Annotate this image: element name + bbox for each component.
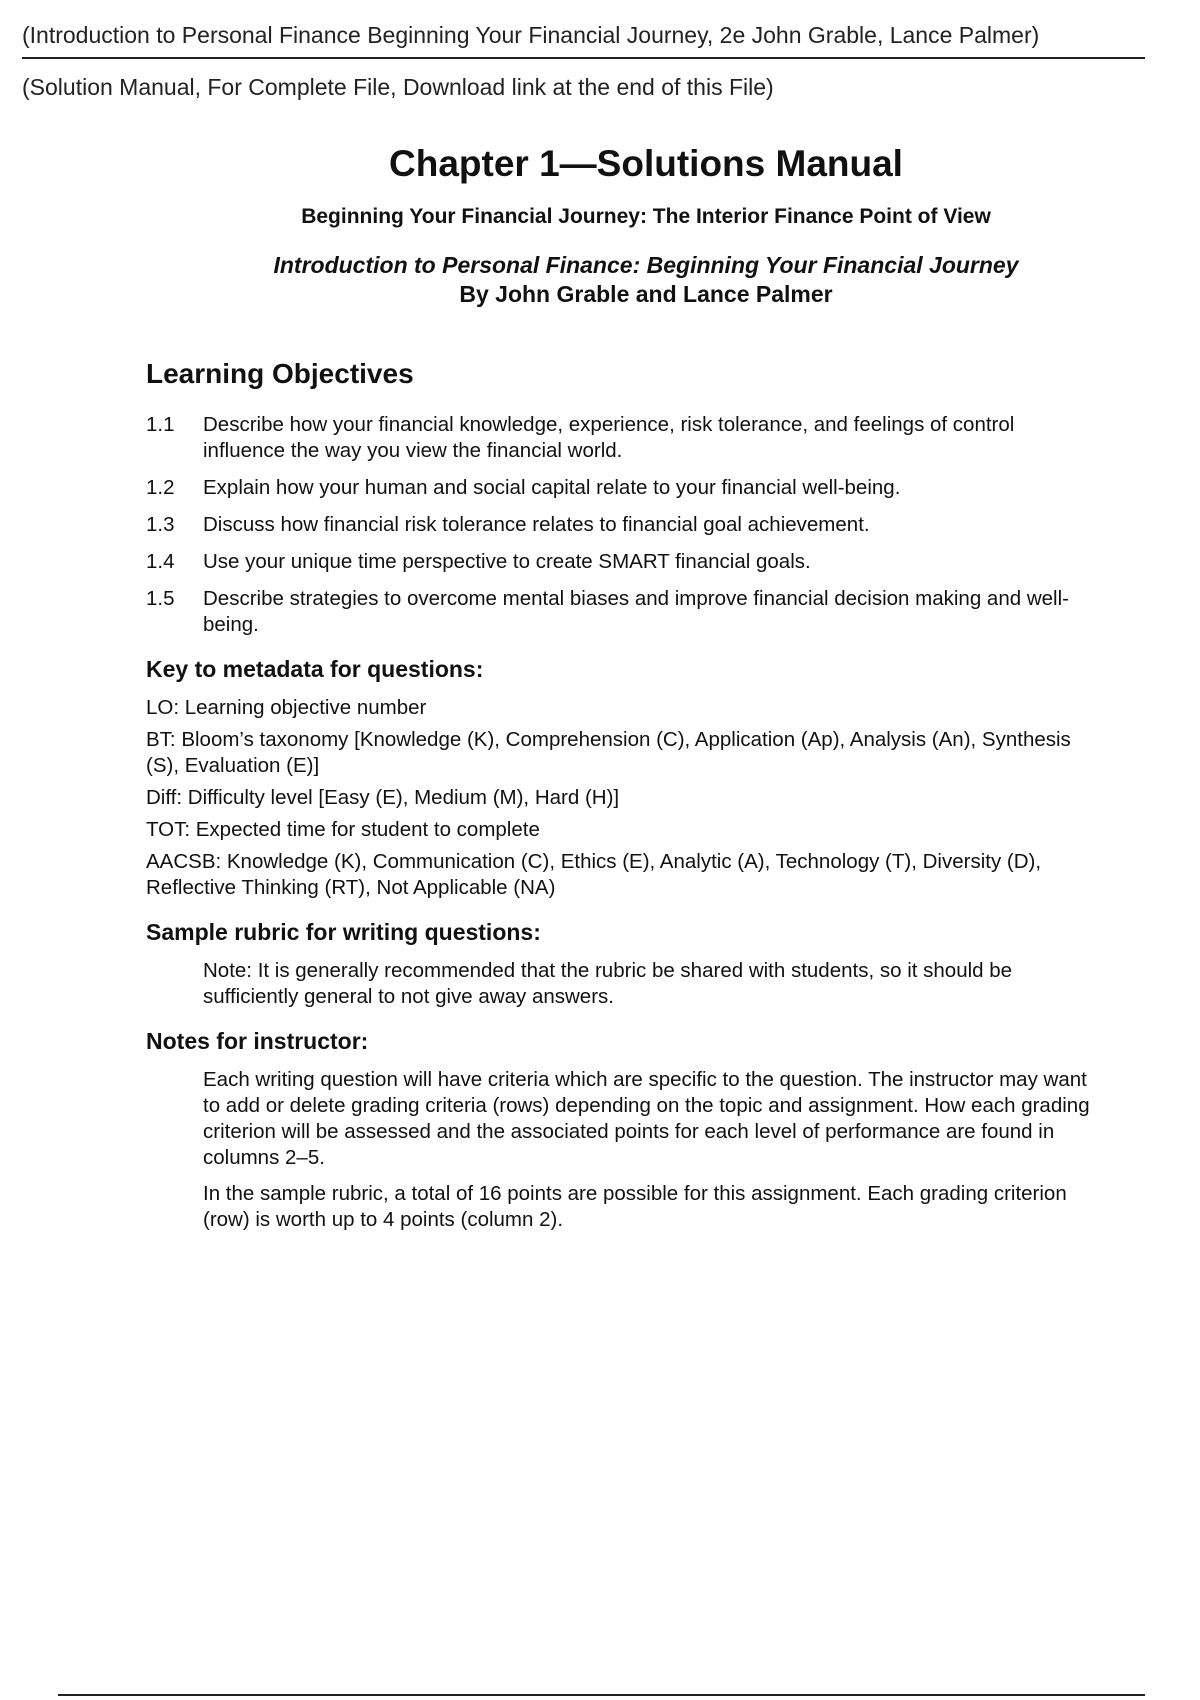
- document-body: [146, 358, 1096, 1243]
- list-item: [146, 512, 1096, 538]
- learning-objectives-heading: Learning Objectives: [146, 358, 414, 389]
- objective-number: 1.1: [146, 413, 175, 436]
- objective-text: Describe how your financial knowledge, experience, risk tolerance, and feelings of control influence the way you view the financial world.: [203, 413, 1015, 462]
- rubric-heading: Sample rubric for writing questions:: [146, 919, 541, 945]
- metadata-bt: BT: Bloom’s taxonomy [Knowledge (K), Comprehension (C), Application (Ap), Analysis (An), Synthesis (S), Evaluation (E)]: [146, 728, 1071, 777]
- objective-text: Explain how your human and social capital relate to your financial well-being.: [203, 476, 901, 499]
- objective-text: Describe strategies to overcome mental biases and improve financial decision making and well-being.: [203, 587, 1069, 636]
- objective-text: Discuss how financial risk tolerance relates to financial goal achievement.: [203, 513, 870, 536]
- objective-text: Use your unique time perspective to create SMART financial goals.: [203, 550, 811, 573]
- footer-rule: [58, 1694, 1145, 1696]
- chapter-subtitle: Beginning Your Financial Journey: The Interior Finance Point of View: [301, 205, 991, 228]
- book-title: Introduction to Personal Finance: Beginning Your Financial Journey: [273, 252, 1019, 278]
- objective-number: 1.2: [146, 476, 175, 499]
- instructor-notes-heading: Notes for instructor:: [146, 1028, 369, 1054]
- metadata-tot: TOT: Expected time for student to complete: [146, 818, 540, 841]
- list-item: [146, 586, 1096, 638]
- objective-number: 1.5: [146, 587, 175, 610]
- header-rule: [22, 57, 1145, 59]
- list-item: [146, 412, 1096, 464]
- authors: By John Grable and Lance Palmer: [459, 281, 833, 307]
- source-header: (Introduction to Personal Finance Beginning Your Financial Journey, 2e John Grable, Lance Palmer): [22, 22, 1040, 48]
- metadata-diff: Diff: Difficulty level [Easy (E), Medium (M), Hard (H)]: [146, 786, 620, 809]
- rubric-note: Note: It is generally recommended that the rubric be shared with students, so it should be sufficiently general to not give away answers.: [203, 959, 1013, 1008]
- learning-objectives-list: [146, 412, 1096, 638]
- objective-number: 1.4: [146, 550, 175, 573]
- chapter-title: Chapter 1—Solutions Manual: [389, 143, 903, 184]
- list-item: [146, 475, 1096, 501]
- download-note: (Solution Manual, For Complete File, Download link at the end of this File): [22, 74, 774, 100]
- instructor-note-paragraph: In the sample rubric, a total of 16 points are possible for this assignment. Each grading criterion (row) is worth up to 4 points (column 2).: [203, 1182, 1067, 1231]
- list-item: [146, 549, 1096, 575]
- objective-number: 1.3: [146, 513, 175, 536]
- metadata-aacsb: AACSB: Knowledge (K), Communication (C), Ethics (E), Analytic (A), Technology (T), Diversity (D), Reflective Thinking (RT), Not Applicable (NA): [146, 850, 1042, 899]
- metadata-key-heading: Key to metadata for questions:: [146, 656, 484, 682]
- instructor-note-paragraph: Each writing question will have criteria which are specific to the question. The instructor may want to add or delete grading criteria (rows) depending on the topic and assignment. How each grading criterion will be assessed and the associated points for each level of performance are found in columns 2–5.: [203, 1068, 1090, 1169]
- metadata-lo: LO: Learning objective number: [146, 696, 427, 719]
